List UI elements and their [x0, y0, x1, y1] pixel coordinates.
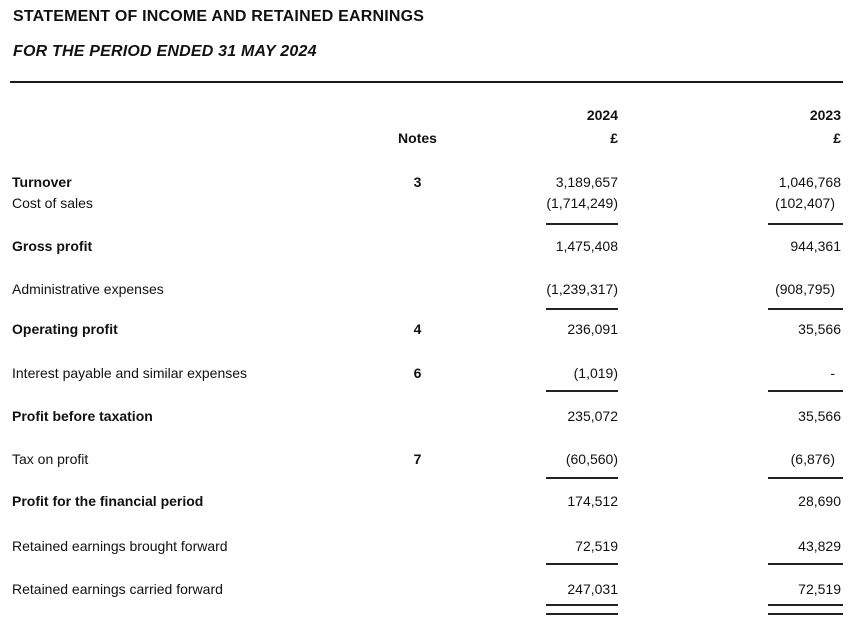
subtotal-rule: [546, 563, 618, 565]
row-value-2024: 174,512: [567, 493, 618, 509]
table-row-cost-of-sales: [0, 196, 853, 211]
row-label: Interest payable and similar expenses: [12, 365, 248, 381]
column-header-notes: Notes: [398, 130, 437, 146]
currency-header-2024: £: [610, 130, 618, 146]
row-note: 7: [413, 451, 422, 467]
row-value-2023: (908,795): [775, 281, 835, 297]
row-label: Gross profit: [12, 238, 93, 254]
table-header-years: [0, 108, 853, 123]
table-row-retained-earnings-brought-forward: [0, 539, 853, 554]
table-row-administrative-expenses: [0, 282, 853, 297]
row-value-2023: 28,690: [798, 493, 841, 509]
row-label: Turnover: [12, 174, 72, 190]
row-value-2023: 35,566: [798, 408, 841, 424]
subtotal-rule: [768, 223, 843, 225]
subtotal-rule: [546, 308, 618, 310]
row-label: Cost of sales: [12, 195, 93, 211]
page-title: STATEMENT OF INCOME AND RETAINED EARNINGS: [13, 8, 425, 25]
subtotal-rule: [546, 223, 618, 225]
row-value-2024: 247,031: [567, 581, 618, 597]
row-note: 6: [413, 365, 422, 381]
row-label: Tax on profit: [12, 451, 89, 467]
table-header-units: [0, 131, 853, 146]
grand-total-double-rule: [768, 604, 843, 615]
header-rule: [10, 81, 843, 83]
row-label: Administrative expenses: [12, 281, 164, 297]
row-value-2024: (1,239,317): [546, 281, 618, 297]
row-value-2023: 35,566: [798, 321, 841, 337]
row-value-2024: (1,019): [573, 365, 618, 381]
row-value-2024: 3,189,657: [555, 174, 618, 190]
row-value-2023: 72,519: [798, 581, 841, 597]
subtotal-rule: [768, 308, 843, 310]
row-note: 4: [413, 321, 422, 337]
row-value-2023: (6,876): [790, 451, 835, 467]
table-row-operating-profit: [0, 322, 853, 337]
row-label: Profit for the financial period: [12, 493, 204, 509]
row-value-2024: 72,519: [575, 538, 618, 554]
table-row-tax-on-profit: [0, 452, 853, 467]
column-header-2023: 2023: [809, 107, 841, 123]
table-row-interest-payable: [0, 366, 853, 381]
table-row-turnover: [0, 175, 853, 190]
table-row-profit-before-taxation: [0, 409, 853, 424]
subtotal-rule: [546, 477, 618, 479]
subtotal-rule: [768, 477, 843, 479]
row-value-2023: -: [830, 365, 835, 381]
row-value-2023: 43,829: [798, 538, 841, 554]
table-row-profit-for-period: [0, 494, 853, 509]
subtotal-rule: [546, 390, 618, 392]
currency-header-2023: £: [833, 130, 841, 146]
row-value-2024: (60,560): [565, 451, 618, 467]
subtotal-rule: [768, 390, 843, 392]
table-row-retained-earnings-carried-forward: [0, 582, 853, 597]
page-subtitle: FOR THE PERIOD ENDED 31 MAY 2024: [13, 43, 317, 60]
row-label: Operating profit: [12, 321, 118, 337]
row-value-2024: 235,072: [567, 408, 618, 424]
subtotal-rule: [768, 563, 843, 565]
table-row-gross-profit: [0, 239, 853, 254]
row-label: Profit before taxation: [12, 408, 153, 424]
row-label: Retained earnings brought forward: [12, 538, 228, 554]
column-header-2024: 2024: [586, 107, 618, 123]
row-value-2023: (102,407): [775, 195, 835, 211]
row-label: Retained earnings carried forward: [12, 581, 223, 597]
row-value-2023: 1,046,768: [778, 174, 841, 190]
row-value-2023: 944,361: [790, 238, 841, 254]
row-value-2024: 236,091: [567, 321, 618, 337]
grand-total-double-rule: [546, 604, 618, 615]
row-value-2024: 1,475,408: [555, 238, 618, 254]
row-value-2024: (1,714,249): [546, 195, 618, 211]
row-note: 3: [413, 174, 422, 190]
